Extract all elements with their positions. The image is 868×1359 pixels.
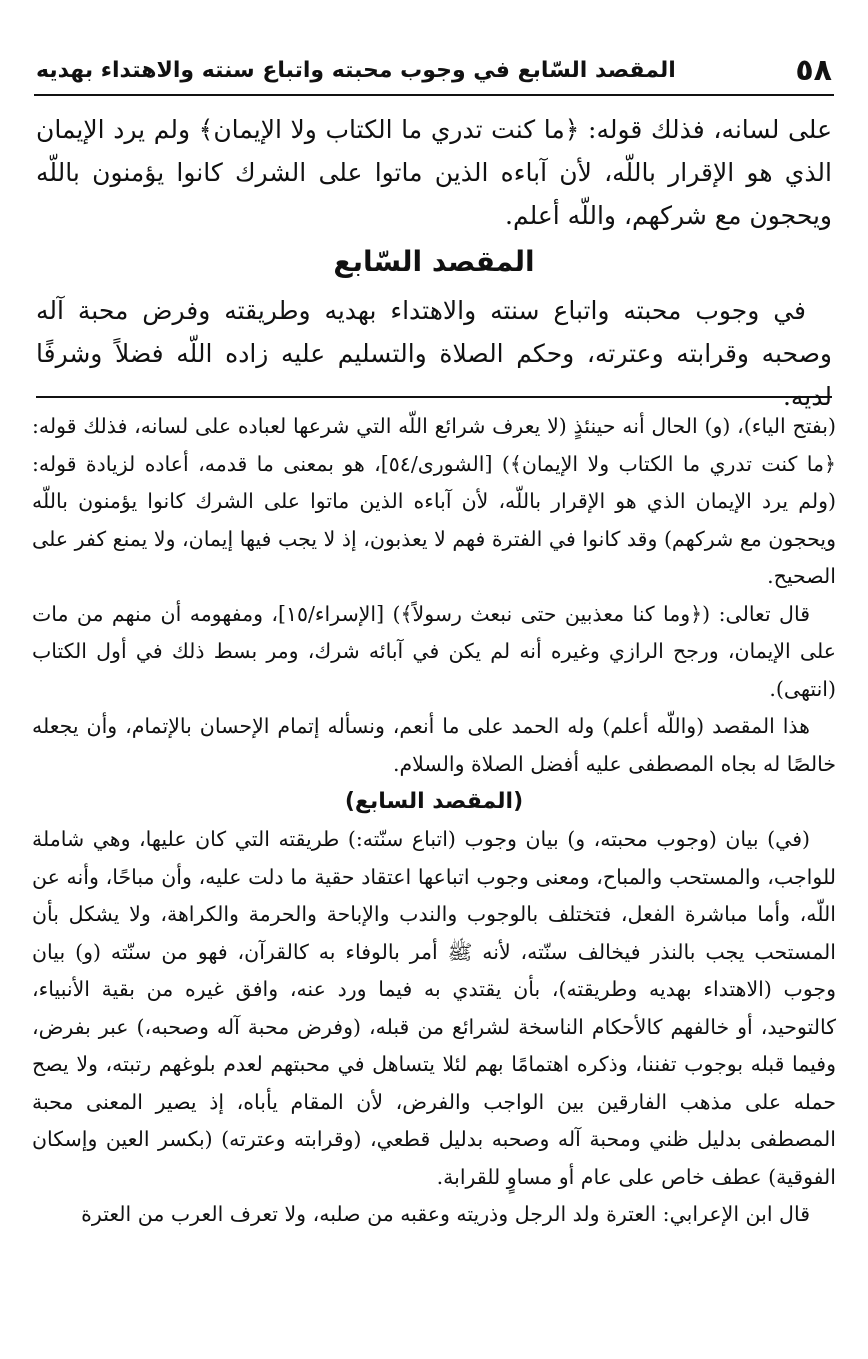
header-divider bbox=[34, 94, 834, 96]
chapter-intro: في وجوب محبته واتباع سنته والاهتداء بهديه وطريقته وفرض محبة آله وصحبه وقرابته وعترته، وحكم الصلاة والتسليم عليه زاده اللّه فضلاً وشرفًا لديه. bbox=[36, 296, 832, 411]
commentary-divider bbox=[36, 396, 832, 398]
commentary-heading: (المقصد السابع) bbox=[344, 789, 524, 814]
commentary-paragraph: (بفتح الياء)، (و) الحال أنه حينئذٍ (لا يعرف شرائع اللّه التي شرعها لعباده على لسانه، فذلك قوله: ﴿ما كنت تدري ما الكتاب ولا الإيمان﴾) [الشورى/٥٤]، هو بمعنى ما قدمه، أعاده لزيادة قوله: (ولم يرد الإيمان الذي هو الإقرار باللّه، لأن آباءه الذين ماتوا على الشرك كانوا يؤمنون باللّه ويحجون مع شركهم) وقد كانوا في الفترة فهم لا يعذبون، إذ لا يجب فيها إيمان، ولا يمنع كفر على الصحيح. bbox=[32, 414, 836, 588]
chapter-heading: المقصد السّابع bbox=[333, 245, 535, 278]
commentary-paragraph: قال ابن الإعرابي: العترة ولد الرجل وذريته وعقبه من صلبه، ولا تعرف العرب من العترة bbox=[81, 1202, 810, 1226]
page-header bbox=[36, 52, 832, 88]
commentary bbox=[32, 408, 836, 1234]
main-text bbox=[36, 108, 832, 418]
commentary-paragraph: (في) بيان (وجوب محبته، و) بيان وجوب (اتباع سنّته:) طريقته التي كان عليها، وهي شاملة للواجب، والمستحب والمباح، ومعنى وجوب اتباعها اعتقاد حقية ما دلت عليه، وأن مباحًا، وأنه عن اللّه، وأما مباشرة الفعل، فتختلف بالوجوب والندب والإباحة والحرمة والكراهة، ولا يشكل بأن المستحب يجب بالنذر فيخالف سنّته، لأنه ﷺ أمر بالوفاء به كالقرآن، فهو من سنّته (و) بيان وجوب (الاهتداء بهديه وطريقته)، بأن يقتدي به فيما ورد عنه، وافق غيره من بقية الأنبياء، كالتوحيد، أو خالفهم كالأحكام الناسخة لشرائع من قبله، (وفرض محبة آله وصحبه،) عبر بفرض، وفيما قبله بوجوب تفننا، وذكره اهتمامًا بهم لئلا يتساهل في محبتهم لعدم بلوغهم رتبته، ولا يصح حمله على مذهب الفارقين بين الواجب والفرض، لأن المقام يأباه، إذ يصير المعنى محبة المصطفى بدليل ظني ومحبة آله وصحبه بدليل قطعي، (وقرابته وعترته) (بكسر العين وإسكان الفوقية) عطف خاص على عام أو مساوٍ للقرابة. bbox=[32, 827, 836, 1189]
commentary-paragraph: قال تعالى: (﴿وما كنا معذبين حتى نبعث رسولاً﴾) [الإسراء/١٥]، ومفهومه أن منهم من مات على الإيمان، ورجح الرازي وغيره أنه لم يكن في آبائه شرك، ومر بسط ذلك في أول الكتاب (انتهى). bbox=[32, 601, 836, 701]
page-number: ٥٨ bbox=[795, 52, 832, 88]
commentary-paragraph: هذا المقصد (واللّه أعلم) وله الحمد على ما أنعم، ونسأله إتمام الإحسان بالإتمام، وأن يجعله خالصًا له بجاه المصطفى عليه أفضل الصلاة والسلام. bbox=[32, 714, 836, 776]
running-title: المقصد السّابع في وجوب محبته واتباع سنته والاهتداء بهديه bbox=[36, 57, 676, 83]
main-paragraph: على لسانه، فذلك قوله: ﴿ما كنت تدري ما الكتاب ولا الإيمان﴾ ولم يرد الإيمان الذي هو الإقرار باللّه، لأن آباءه الذين ماتوا على الشرك كانوا يؤمنون باللّه ويحجون مع شركهم، واللّه أعلم. bbox=[36, 115, 832, 230]
